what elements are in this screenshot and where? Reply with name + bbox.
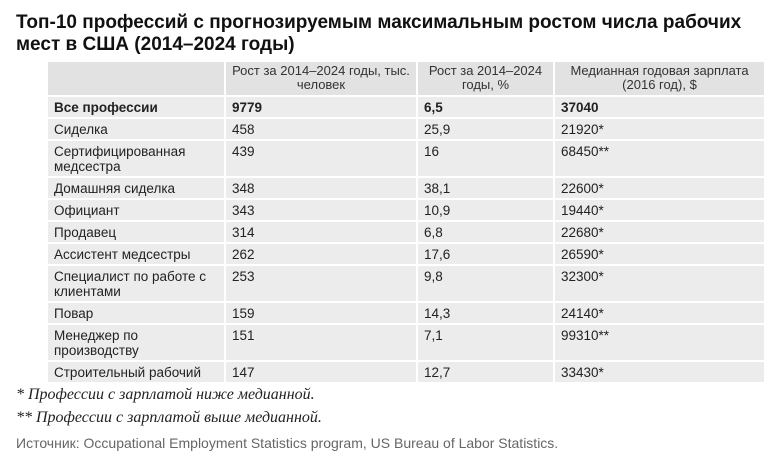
cell-growth-percent: 38,1 bbox=[417, 177, 554, 199]
cell-growth-percent: 7,1 bbox=[417, 324, 554, 361]
cell-occupation: Ассистент медсестры bbox=[48, 243, 225, 265]
cell-occupation: Менеджер по производству bbox=[48, 324, 225, 361]
table-row bbox=[48, 324, 764, 361]
table-row bbox=[48, 199, 764, 221]
cell-median-salary: 33430* bbox=[554, 361, 764, 382]
table-row bbox=[48, 221, 764, 243]
cell-median-salary: 32300* bbox=[554, 265, 764, 302]
cell-occupation: Сиделка bbox=[48, 118, 225, 140]
cell-occupation: Специалист по работе с клиентами bbox=[48, 265, 225, 302]
table-row bbox=[48, 243, 764, 265]
table-row bbox=[48, 361, 764, 382]
cell-growth-percent: 6,8 bbox=[417, 221, 554, 243]
header-growth-thousands: Рост за 2014–2024 годы, тыс. человек bbox=[225, 62, 417, 96]
cell-median-salary: 26590* bbox=[554, 243, 764, 265]
cell-growth-percent: 6,5 bbox=[417, 96, 554, 118]
cell-growth-thousands: 439 bbox=[225, 140, 417, 177]
table-row-total bbox=[48, 96, 764, 118]
cell-occupation: Строительный рабочий bbox=[48, 361, 225, 382]
table-row bbox=[48, 265, 764, 302]
cell-growth-percent: 17,6 bbox=[417, 243, 554, 265]
cell-median-salary: 21920* bbox=[554, 118, 764, 140]
cell-growth-thousands: 9779 bbox=[225, 96, 417, 118]
cell-growth-percent: 16 bbox=[417, 140, 554, 177]
cell-occupation: Повар bbox=[48, 302, 225, 324]
cell-growth-percent: 12,7 bbox=[417, 361, 554, 382]
table-row bbox=[48, 140, 764, 177]
header-growth-percent: Рост за 2014–2024 годы, % bbox=[417, 62, 554, 96]
cell-growth-thousands: 151 bbox=[225, 324, 417, 361]
table-row bbox=[48, 177, 764, 199]
data-table bbox=[48, 62, 764, 382]
page-title: Топ-10 профессий с прогнозируемым максимальным ростом числа рабочих мест в США (2014–2024 годы) bbox=[16, 12, 742, 55]
cell-growth-percent: 9,8 bbox=[417, 265, 554, 302]
cell-median-salary: 22600* bbox=[554, 177, 764, 199]
table-header-row bbox=[48, 62, 764, 96]
cell-occupation: Продавец bbox=[48, 221, 225, 243]
source-note: Источник: Occupational Employment Statistics program, US Bureau of Labor Statistics. bbox=[16, 435, 559, 451]
footnote-above-median: ** Профессии с зарплатой выше медианной. bbox=[16, 409, 322, 426]
table-row bbox=[48, 118, 764, 140]
cell-median-salary: 22680* bbox=[554, 221, 764, 243]
cell-growth-thousands: 253 bbox=[225, 265, 417, 302]
header-median-salary: Медианная годовая зарплата (2016 год), $ bbox=[554, 62, 764, 96]
cell-occupation: Все профессии bbox=[48, 96, 225, 118]
cell-growth-thousands: 343 bbox=[225, 199, 417, 221]
cell-median-salary: 19440* bbox=[554, 199, 764, 221]
cell-median-salary: 99310** bbox=[554, 324, 764, 361]
cell-growth-thousands: 262 bbox=[225, 243, 417, 265]
cell-growth-thousands: 348 bbox=[225, 177, 417, 199]
cell-growth-percent: 10,9 bbox=[417, 199, 554, 221]
cell-median-salary: 37040 bbox=[554, 96, 764, 118]
cell-occupation: Официант bbox=[48, 199, 225, 221]
cell-occupation: Домашняя сиделка bbox=[48, 177, 225, 199]
cell-growth-thousands: 458 bbox=[225, 118, 417, 140]
header-occupation bbox=[48, 62, 225, 96]
cell-growth-percent: 14,3 bbox=[417, 302, 554, 324]
cell-growth-percent: 25,9 bbox=[417, 118, 554, 140]
cell-median-salary: 68450** bbox=[554, 140, 764, 177]
cell-median-salary: 24140* bbox=[554, 302, 764, 324]
footnote-below-median: * Профессии с зарплатой ниже медианной. bbox=[16, 386, 315, 403]
cell-growth-thousands: 314 bbox=[225, 221, 417, 243]
cell-occupation: Сертифицированная медсестра bbox=[48, 140, 225, 177]
cell-growth-thousands: 159 bbox=[225, 302, 417, 324]
table-row bbox=[48, 302, 764, 324]
cell-growth-thousands: 147 bbox=[225, 361, 417, 382]
